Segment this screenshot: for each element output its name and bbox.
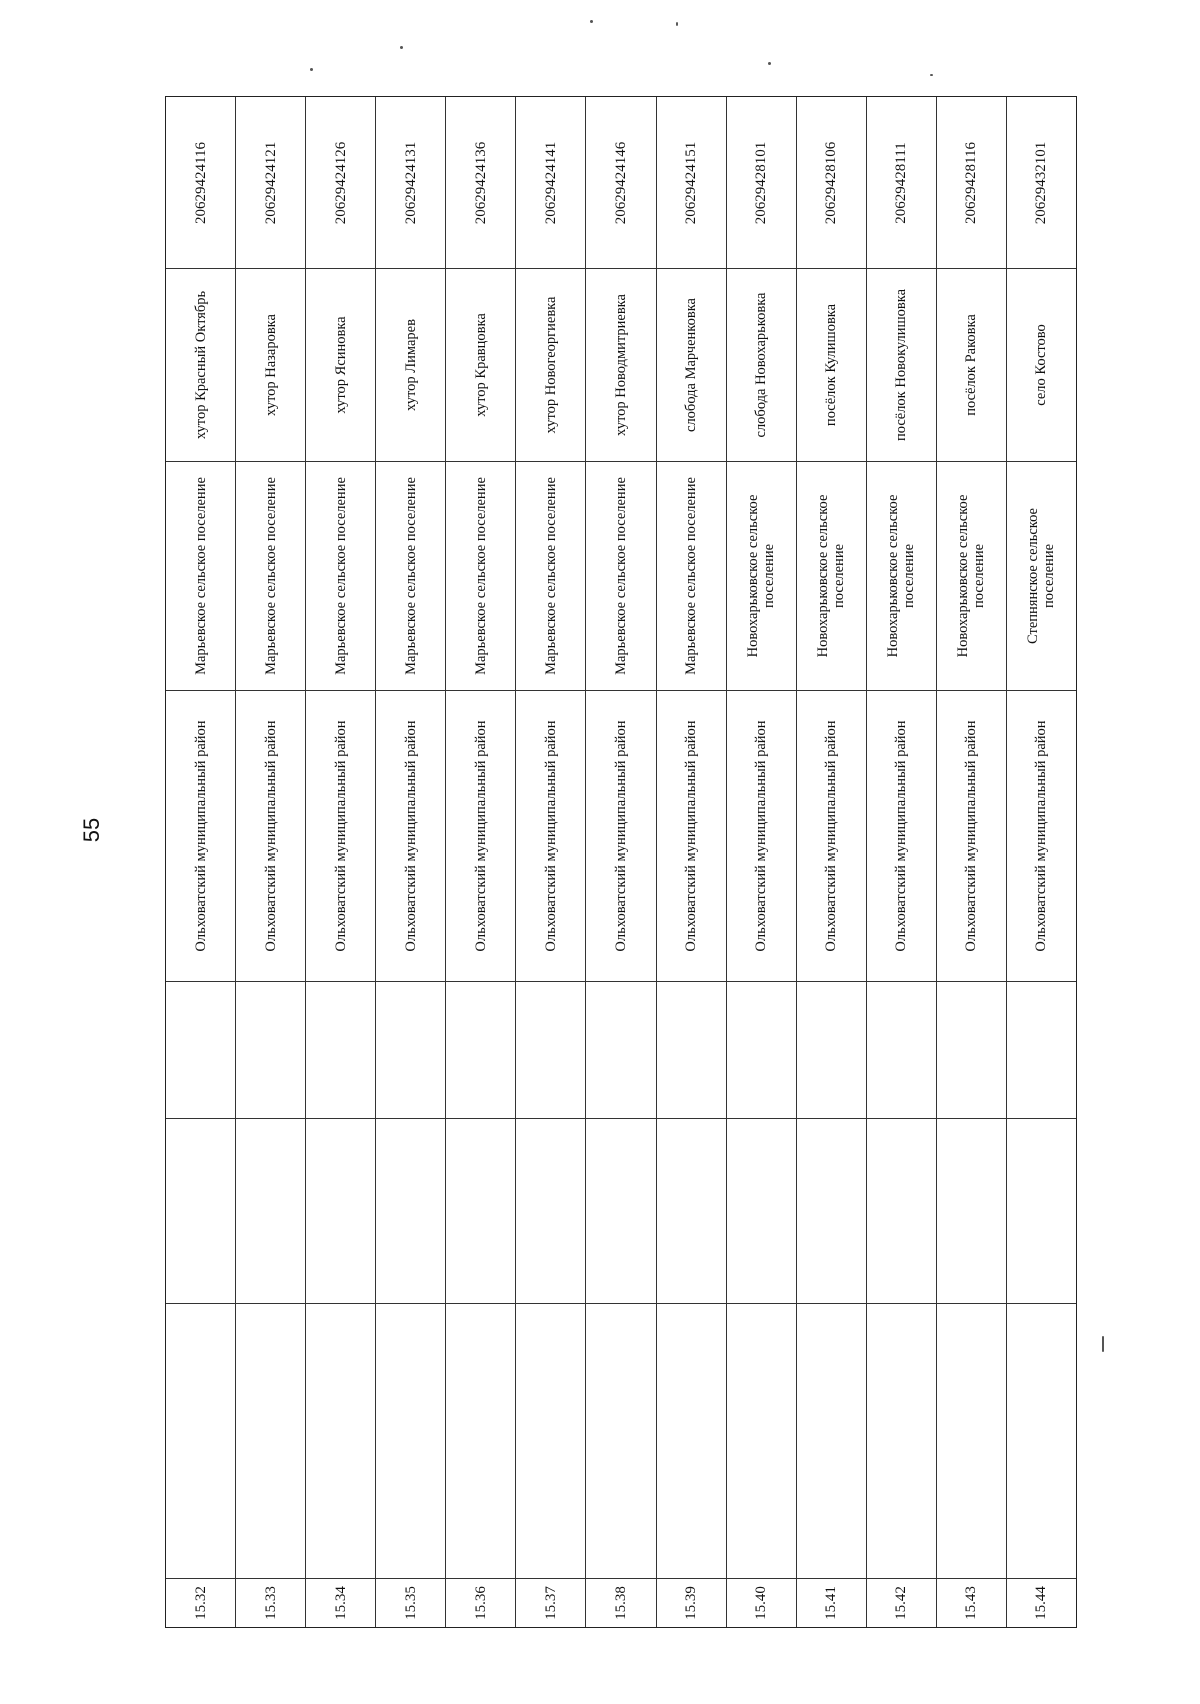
empty-cell [236,1118,305,1303]
district-text: Ольховатский муниципальный район [472,720,489,952]
table-row [446,97,516,1627]
empty-cell [306,981,375,1118]
settlement-text: Марьевское сельское поселение [613,477,629,675]
settlement-text: Марьевское сельское поселение [192,477,209,675]
row-number-text: 15.44 [1033,1586,1050,1620]
empty-cell [516,1118,585,1303]
district-text: Ольховатский муниципальный район [262,720,279,952]
table-row [166,97,236,1627]
district-cell [166,690,235,981]
locality-cell [236,268,305,461]
district-cell [236,690,305,981]
empty-cell [1007,1118,1076,1303]
district-cell [376,690,445,981]
scan-speck [768,62,771,65]
oktmo-code-cell [727,97,796,268]
settlement-cell [937,461,1006,690]
table-row [797,97,867,1627]
empty-cell [166,1303,235,1578]
locality-cell [166,268,235,461]
row-number-text: 15.42 [893,1586,910,1620]
district-text: Ольховатский муниципальный район [683,720,700,952]
scan-speck [310,68,313,71]
settlement-text: Новохарьковское сельское поселение [745,494,778,658]
district-cell [867,690,936,981]
locality-text: посёлок Новокулишовка [893,288,910,442]
oktmo-code-cell [586,97,655,268]
table-row [236,97,306,1627]
row-number-text: 15.33 [262,1586,279,1620]
district-text: Ольховатский муниципальный район [823,720,840,952]
locality-text: слобода Марченковка [683,298,700,432]
table-row [376,97,446,1627]
oktmo-code-text: 20629432101 [1033,141,1050,224]
empty-cell [937,981,1006,1118]
settlement-text: Марьевское сельское поселение [683,477,700,675]
locality-cell [446,268,515,461]
settlement-text: Марьевское сельское поселение [402,477,419,675]
empty-cell [376,981,445,1118]
locality-cell [586,268,655,461]
empty-cell [586,1118,655,1303]
oktmo-code-cell [236,97,305,268]
empty-cell [797,1118,866,1303]
table-row [867,97,937,1627]
district-text: Ольховатский муниципальный район [753,720,770,952]
empty-cell [166,1118,235,1303]
table-row [1007,97,1076,1627]
empty-cell [797,981,866,1118]
empty-cell [1007,981,1076,1118]
oktmo-code-cell [1007,97,1076,268]
settlement-cell [797,461,866,690]
table-row [586,97,656,1627]
district-text: Ольховатский муниципальный район [542,720,559,952]
district-cell [727,690,796,981]
settlement-cell [236,461,305,690]
locality-cell [727,268,796,461]
district-cell [446,690,515,981]
settlement-cell [867,461,936,690]
empty-cell [166,981,235,1118]
row-number-text: 15.34 [332,1586,349,1620]
settlement-text: Новохарьковское сельское поселение [885,494,918,658]
empty-cell [937,1303,1006,1578]
page-number: 55 [79,817,104,843]
locality-text: хутор Красный Октябрь [192,290,209,440]
row-number-text: 15.38 [613,1586,629,1620]
row-number-cell [797,1578,866,1627]
empty-cell [236,1303,305,1578]
empty-cell [446,1118,515,1303]
oktmo-code-cell [166,97,235,268]
row-number-text: 15.43 [963,1586,980,1620]
row-number-cell [236,1578,305,1627]
table-row [937,97,1007,1627]
table-row [516,97,586,1627]
table-row [306,97,376,1627]
row-number-text: 15.32 [192,1586,209,1620]
empty-cell [306,1303,375,1578]
oktmo-code-cell [446,97,515,268]
district-cell [797,690,866,981]
oktmo-code-text: 20629424141 [542,141,559,224]
row-number-text: 15.39 [683,1586,700,1620]
oktmo-code-cell [516,97,585,268]
empty-cell [867,1303,936,1578]
locality-cell [937,268,1006,461]
empty-cell [867,1118,936,1303]
oktmo-code-text: 20629424136 [472,141,489,224]
settlement-cell [657,461,726,690]
empty-cell [657,981,726,1118]
scan-speck [590,20,593,23]
row-number-cell [867,1578,936,1627]
oktmo-code-cell [306,97,375,268]
row-number-cell [166,1578,235,1627]
row-number-cell [516,1578,585,1627]
empty-cell [727,1303,796,1578]
locality-text: слобода Новохарьковка [753,292,770,438]
settlement-text: Новохарьковское сельское поселение [815,494,848,658]
settlement-text: Марьевское сельское поселение [472,477,489,675]
district-cell [937,690,1006,981]
empty-cell [727,1118,796,1303]
empty-cell [516,1303,585,1578]
empty-cell [657,1118,726,1303]
table-row [727,97,797,1627]
locality-text: посёлок Раковка [963,314,980,416]
row-number-cell [1007,1578,1076,1627]
scan-speck [676,22,678,26]
oktmo-code-text: 20629424151 [683,141,700,224]
row-number-cell [727,1578,796,1627]
oktmo-code-text: 20629424121 [262,141,279,224]
locality-text: хутор Новодмитриевка [613,294,629,436]
empty-cell [1007,1303,1076,1578]
empty-cell [306,1118,375,1303]
locality-text: хутор Новогеоргиевка [542,296,559,434]
table-row [657,97,727,1627]
empty-cell [586,1303,655,1578]
row-number-cell [376,1578,445,1627]
row-number-cell [586,1578,655,1627]
locality-cell [376,268,445,461]
settlement-cell [1007,461,1076,690]
district-text: Ольховатский муниципальный район [332,720,349,952]
empty-cell [446,1303,515,1578]
locality-cell [797,268,866,461]
locality-text: хутор Ясиновка [332,316,349,414]
oktmo-code-text: 20629424146 [613,141,629,224]
locality-text: посёлок Кулишовка [823,303,840,427]
empty-cell [376,1303,445,1578]
oktmo-code-cell [376,97,445,268]
settlement-text: Новохарьковское сельское поселение [955,494,988,658]
scan-speck [1102,1336,1104,1352]
empty-cell [446,981,515,1118]
settlements-table [165,96,1077,1628]
empty-cell [937,1118,1006,1303]
settlement-cell [586,461,655,690]
row-number-text: 15.35 [402,1586,419,1620]
locality-text: село Костово [1033,324,1050,406]
row-number-cell [657,1578,726,1627]
locality-text: хутор Назаровка [262,314,279,416]
empty-cell [657,1303,726,1578]
locality-text: хутор Кравцовка [472,313,489,417]
district-text: Ольховатский муниципальный район [893,720,910,952]
oktmo-code-text: 20629424131 [402,141,419,224]
oktmo-code-text: 20629428111 [893,141,910,224]
row-number-text: 15.37 [542,1586,559,1620]
district-cell [516,690,585,981]
oktmo-code-cell [797,97,866,268]
empty-cell [376,1118,445,1303]
empty-cell [727,981,796,1118]
scan-speck [400,46,403,49]
settlement-text: Степнянское сельское поселение [1025,508,1058,644]
district-text: Ольховатский муниципальный район [963,720,980,952]
district-cell [1007,690,1076,981]
oktmo-code-text: 20629424126 [332,141,349,224]
locality-text: хутор Лимарев [402,319,419,411]
row-number-text: 15.41 [823,1586,840,1620]
oktmo-code-text: 20629424116 [192,141,209,224]
settlement-cell [446,461,515,690]
row-number-text: 15.36 [472,1586,489,1620]
oktmo-code-text: 20629428116 [963,141,980,224]
scan-speck [930,74,933,76]
settlement-text: Марьевское сельское поселение [262,477,279,675]
locality-cell [867,268,936,461]
settlement-cell [306,461,375,690]
oktmo-code-cell [937,97,1006,268]
settlement-text: Марьевское сельское поселение [542,477,559,675]
settlement-cell [727,461,796,690]
empty-cell [867,981,936,1118]
locality-cell [1007,268,1076,461]
oktmo-code-text: 20629428106 [823,141,840,224]
district-cell [586,690,655,981]
row-number-text: 15.40 [753,1586,770,1620]
settlement-cell [166,461,235,690]
settlement-cell [376,461,445,690]
settlement-cell [516,461,585,690]
district-text: Ольховатский муниципальный район [1033,720,1050,952]
oktmo-code-cell [867,97,936,268]
oktmo-code-text: 20629428101 [753,141,770,224]
empty-cell [797,1303,866,1578]
empty-cell [516,981,585,1118]
row-number-cell [446,1578,515,1627]
row-number-cell [937,1578,1006,1627]
district-cell [306,690,375,981]
oktmo-code-cell [657,97,726,268]
locality-cell [306,268,375,461]
settlement-text: Марьевское сельское поселение [332,477,349,675]
locality-cell [657,268,726,461]
district-text: Ольховатский муниципальный район [402,720,419,952]
district-cell [657,690,726,981]
empty-cell [586,981,655,1118]
district-text: Ольховатский муниципальный район [613,720,629,952]
district-text: Ольховатский муниципальный район [192,720,209,952]
locality-cell [516,268,585,461]
row-number-cell [306,1578,375,1627]
empty-cell [236,981,305,1118]
